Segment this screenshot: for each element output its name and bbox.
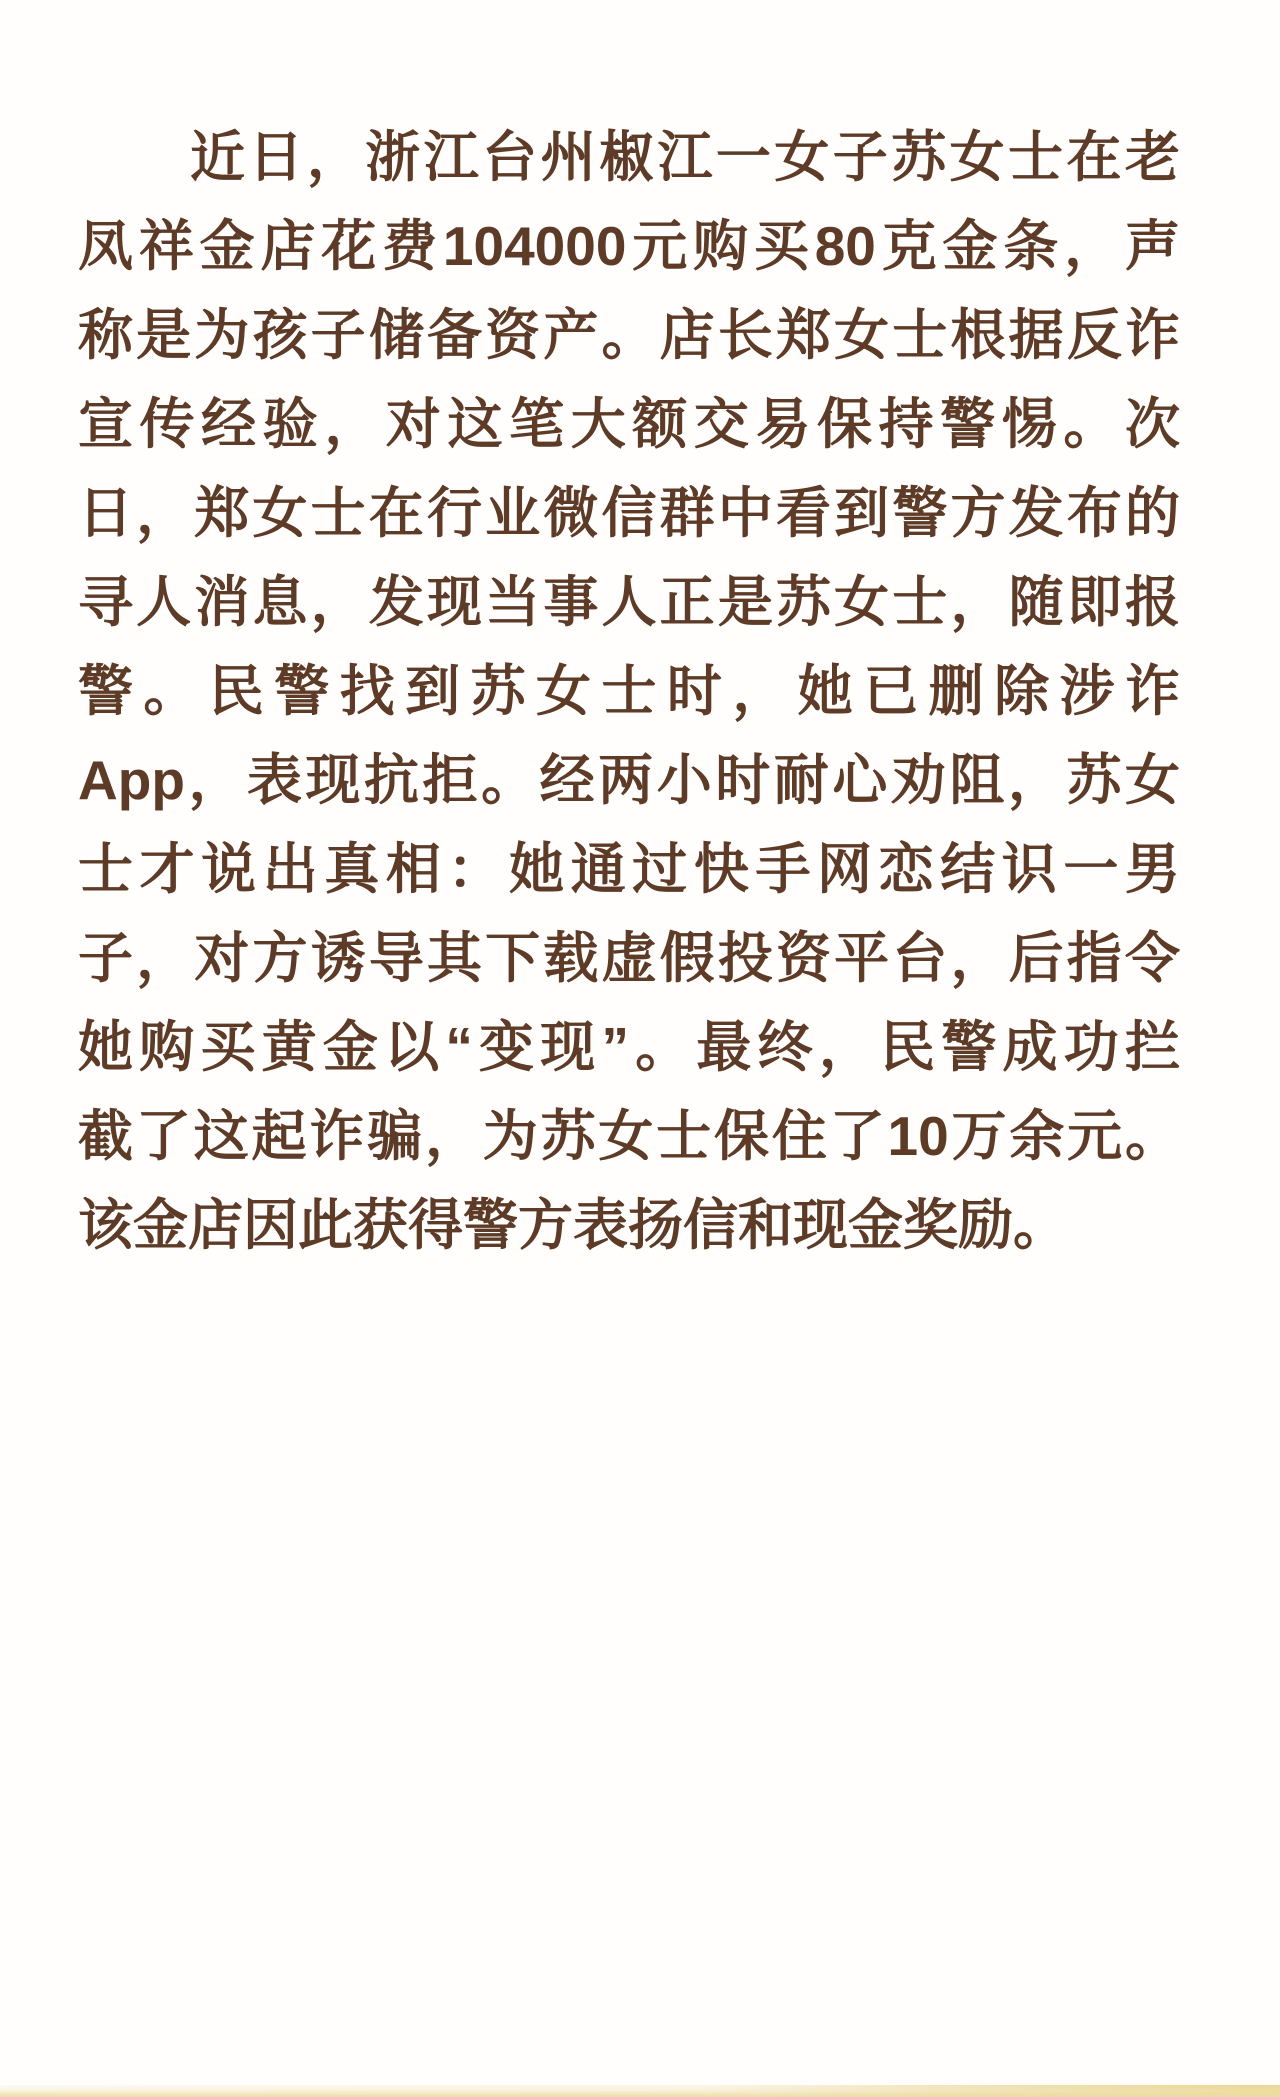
paragraph-line: App，表现抗拒。经两小时耐心劝阻，苏女 xyxy=(78,749,1180,811)
paragraph-line: 寻人消息，发现当事人正是苏女士，随即报 xyxy=(78,571,1180,633)
article-text xyxy=(78,113,1180,1270)
paragraph-line: 称是为孩子储备资产。店长郑女士根据反诈 xyxy=(78,304,1180,366)
paragraph-line: 凤祥金店花费104000元购买80克金条，声 xyxy=(78,215,1180,277)
paragraph-line: 宣传经验，对这笔大额交易保持警惕。次 xyxy=(78,393,1180,455)
paragraph-line: 近日，浙江台州椒江一女子苏女士在老 xyxy=(190,126,1180,188)
paragraph-line: 子，对方诱导其下载虚假投资平台，后指令 xyxy=(78,927,1180,989)
paragraph-line: 士才说出真相：她通过快手网恋结识一男 xyxy=(78,838,1180,900)
paragraph-line: 该金店因此获得警方表扬信和现金奖励。 xyxy=(78,1194,1069,1256)
bottom-gold-strip xyxy=(0,2085,1280,2097)
paragraph-line: 警。民警找到苏女士时，她已删除涉诈 xyxy=(78,660,1180,722)
paragraph-line: 她购买黄金以“变现”。最终，民警成功拦 xyxy=(78,1016,1180,1078)
paragraph-line: 截了这起诈骗，为苏女士保住了10万余元。 xyxy=(78,1105,1180,1167)
paragraph-line: 日，郑女士在行业微信群中看到警方发布的 xyxy=(78,482,1180,544)
